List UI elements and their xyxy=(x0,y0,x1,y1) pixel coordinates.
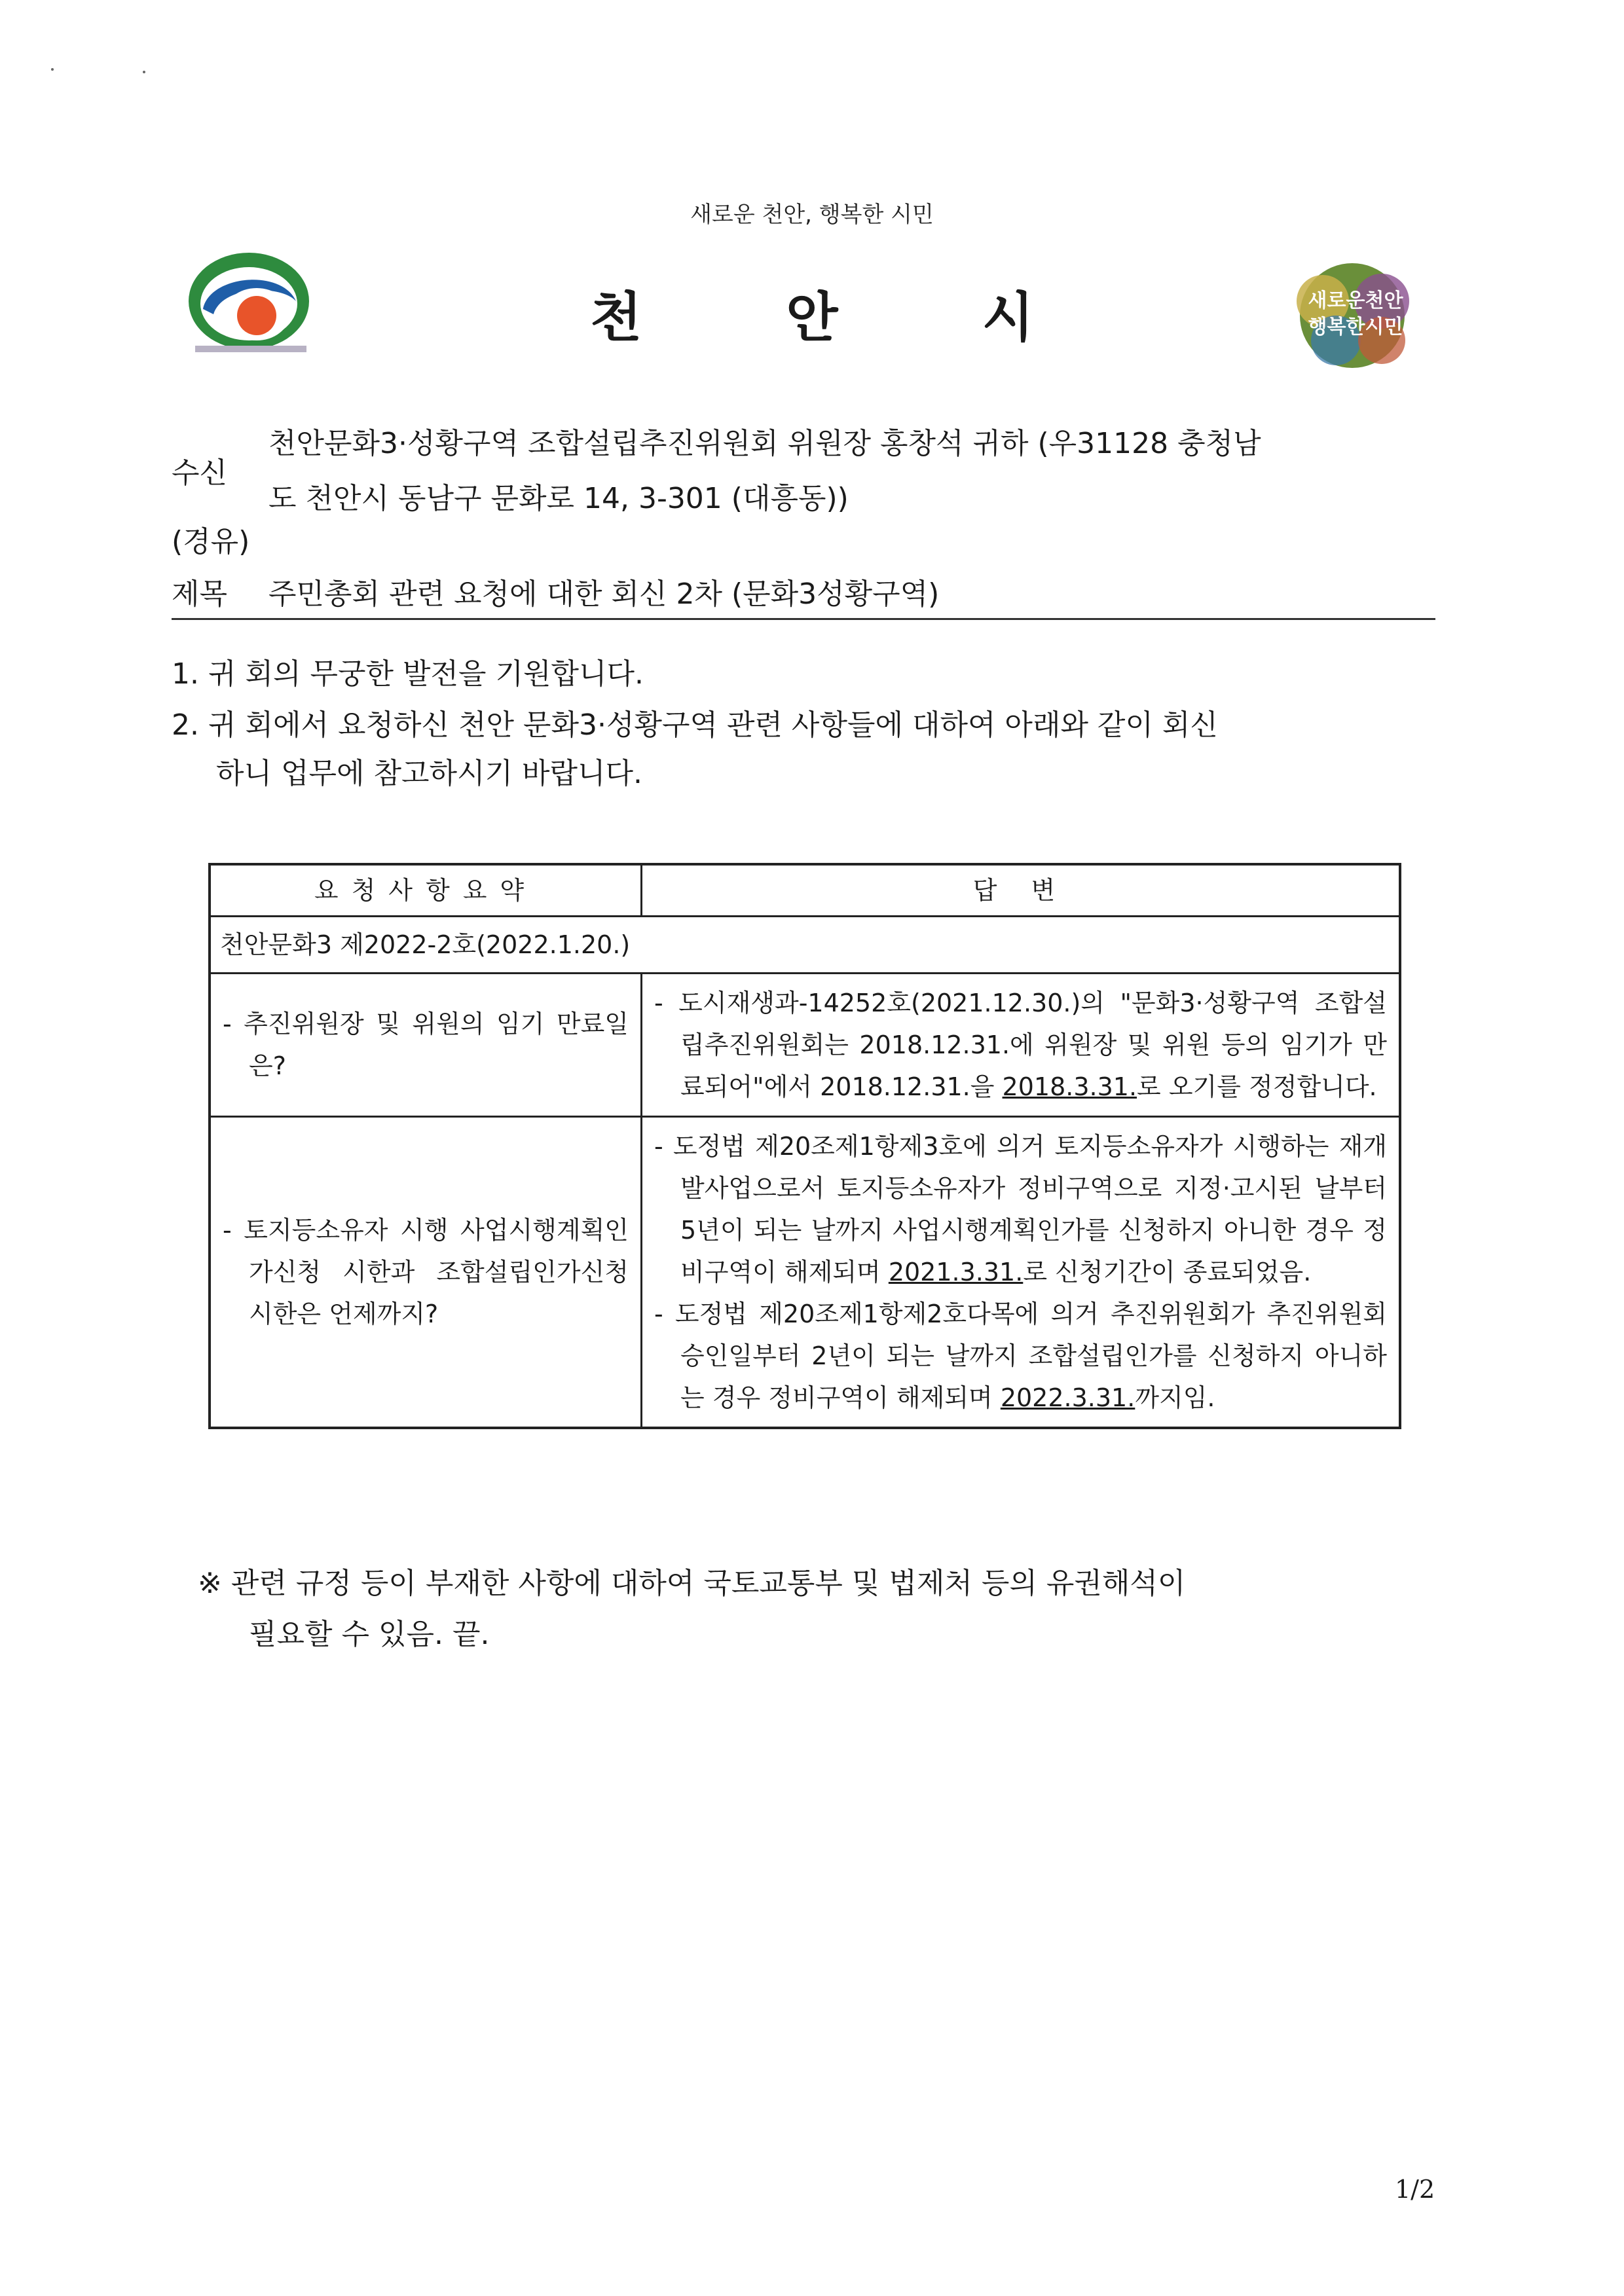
answer-text-part: 로 신청기간이 종료되었음. xyxy=(1023,1258,1312,1286)
answer-text-part: - 도시재생과-14252호(2021.12.30.)의 "문화3·성황구역 조합설립추진위원회는 2018.12.31.에 위원장 및 위원 등의 임기가 만료되어"에서 2018.12.31.을 xyxy=(654,989,1387,1101)
request-cell xyxy=(210,1117,642,1429)
via-label: (경유) xyxy=(172,525,250,558)
request-text: - 추진위원장 및 위원의 임기 만료일은? xyxy=(223,1010,629,1080)
brand-slogan-logo xyxy=(1277,262,1428,373)
section-title: 천안문화3 제2022-2호(2022.1.20.) xyxy=(210,917,1400,974)
answer-cell xyxy=(642,974,1401,1117)
page-number: 1/2 xyxy=(1395,2175,1435,2204)
title-char: 안 xyxy=(786,287,838,349)
title-char: 시 xyxy=(982,287,1034,349)
body-item-2-line-1: 2. 귀 회에서 요청하신 천안 문화3·성황구역 관련 사항들에 대하여 아래와 같이 회신 xyxy=(172,708,1218,742)
body-item-2-line-2: 하니 업무에 참고하시기 바랍니다. xyxy=(216,757,642,790)
slogan: 새로운 천안, 행복한 시민 xyxy=(690,202,934,228)
answer-text-part: - 도정법 제20조제1항제2호다목에 의거 추진위원회가 추진위원회 승인일부터 2년이 되는 날까지 조합설립인가를 신청하지 아니하는 경우 정비구역이 해제되며 xyxy=(654,1300,1387,1412)
title-char: 천 xyxy=(590,287,642,349)
answer-cell xyxy=(642,1117,1401,1429)
answer-underlined-date: 2018.3.31. xyxy=(1002,1072,1137,1101)
table-row xyxy=(210,974,1400,1117)
request-cell xyxy=(210,974,642,1117)
answer-underlined-date: 2022.3.31. xyxy=(1000,1383,1135,1412)
response-table xyxy=(208,863,1401,1429)
answer-text xyxy=(654,1293,1387,1419)
answer-underlined-date: 2021.3.31. xyxy=(888,1258,1024,1286)
table-header-row xyxy=(210,864,1400,917)
header-request-summary: 요청사항요약 xyxy=(210,864,642,917)
note-line-2: 필요할 수 있음. 끝. xyxy=(249,1618,490,1651)
recipient-line-1: 천안문화3·성황구역 조합설립추진위원회 위원장 홍창석 귀하 (우31128 충청남 xyxy=(268,427,1261,460)
table-section-row xyxy=(210,917,1400,974)
answer-text-part: 까지임. xyxy=(1135,1383,1215,1412)
subject-text: 주민총회 관련 요청에 대한 회신 2차 (문화3성황구역) xyxy=(268,577,940,611)
table-row xyxy=(210,1117,1400,1429)
answer-text-part: - 도정법 제20조제1항제3호에 의거 토지등소유자가 시행하는 재개발사업으로서 토지등소유자가 정비구역으로 지정·고시된 날부터 5년이 되는 날까지 사업시행계획인가를 신청하지 아니한 경우 정비구역이 해제되며 xyxy=(654,1132,1387,1286)
request-text: - 토지등소유자 시행 사업시행계획인가신청 시한과 조합설립인가신청 시한은 언제까지? xyxy=(223,1216,629,1328)
brand-logo-text: 새로운천안 행복한시민 xyxy=(1308,289,1403,338)
answer-text xyxy=(654,982,1387,1108)
body-item-1: 1. 귀 회의 무궁한 발전을 기원합니다. xyxy=(172,657,644,691)
answer-text-part: 로 오기를 정정합니다. xyxy=(1137,1072,1377,1101)
closing-note xyxy=(198,1558,1416,1660)
recipient-label: 수신 xyxy=(172,456,228,490)
recipient-line-2: 도 천안시 동남구 문화로 14, 3-301 (대흥동)) xyxy=(268,482,849,515)
subject-label: 제목 xyxy=(172,577,228,611)
header-answer: 답 변 xyxy=(642,864,1401,917)
answer-text xyxy=(654,1125,1387,1293)
header-divider xyxy=(172,618,1435,620)
note-line-1: ※ 관련 규정 등이 부재한 사항에 대하여 국토교통부 및 법제처 등의 유권해석이 xyxy=(198,1567,1186,1600)
